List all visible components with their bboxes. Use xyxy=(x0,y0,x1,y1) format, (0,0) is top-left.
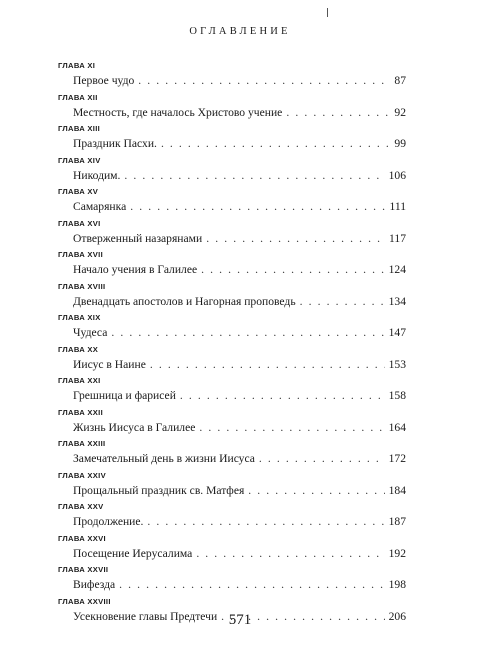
chapter-title: Начало учения в Галилее xyxy=(73,263,198,276)
page-ref: 206 xyxy=(388,609,406,623)
chapter-title: Усекновение главы Предтечи xyxy=(73,609,218,623)
dot-leader xyxy=(138,71,390,90)
page-ref: 172 xyxy=(388,452,406,465)
toc-entry xyxy=(58,407,406,439)
dot-leader xyxy=(201,260,384,279)
chapter-label: ГЛАВА XXI xyxy=(58,376,101,385)
chapter-title: Никодим. xyxy=(73,168,121,182)
chapter-title: Жизнь Иисуса в Галилее xyxy=(73,420,196,434)
toc-line xyxy=(58,134,406,153)
toc-entry xyxy=(58,312,406,344)
toc-line xyxy=(58,323,406,342)
dot-leader xyxy=(124,166,384,185)
page-ref: 184 xyxy=(388,483,406,497)
chapter-label: ГЛАВА XIX xyxy=(58,313,101,322)
toc-entry xyxy=(58,249,406,281)
chapter-title: Праздник Пасхи. xyxy=(73,137,157,150)
toc-line xyxy=(58,166,406,185)
dot-leader xyxy=(199,418,384,437)
chapter-title: Вифезда xyxy=(73,578,116,591)
page-ref: 124 xyxy=(388,263,406,276)
page-ref: 99 xyxy=(394,137,406,150)
dot-leader xyxy=(180,386,385,405)
toc-line xyxy=(58,449,406,468)
toc-line xyxy=(58,260,406,279)
dot-leader xyxy=(147,512,384,531)
chapter-title: Грешница и фарисей xyxy=(73,389,176,402)
toc-line xyxy=(58,575,406,594)
toc-line xyxy=(58,512,406,531)
dot-leader xyxy=(150,355,385,374)
chapter-label: ГЛАВА XXV xyxy=(58,502,104,511)
chapter-title: Прощальный праздник св. Матфея xyxy=(73,483,245,497)
chapter-title: Самарянка xyxy=(73,200,127,213)
toc-entry xyxy=(58,344,406,376)
toc-line xyxy=(58,418,406,437)
toc-line xyxy=(58,71,406,90)
chapter-label: ГЛАВА XIII xyxy=(58,124,101,133)
page-heading: ОГЛАВЛЕНИЕ xyxy=(189,26,291,37)
page-ref: 153 xyxy=(388,357,406,371)
dot-leader xyxy=(300,292,385,311)
page-ref: 87 xyxy=(394,74,406,87)
page-ref: 147 xyxy=(388,326,406,339)
dot-leader xyxy=(196,544,384,563)
chapter-title: Иисус в Наине xyxy=(73,357,146,371)
chapter-label: ГЛАВА XXII xyxy=(58,407,103,417)
chapter-title: Двенадцать апостолов и Нагорная проповедь xyxy=(73,294,296,308)
dot-leader xyxy=(119,575,384,594)
page-ref: 198 xyxy=(388,578,406,591)
chapter-label: ГЛАВА XIV xyxy=(58,155,101,165)
chapter-label: ГЛАВА XVIII xyxy=(58,281,106,291)
toc-line xyxy=(58,355,406,374)
dot-leader xyxy=(248,481,384,500)
page-ref: 134 xyxy=(388,294,406,308)
toc-line xyxy=(58,103,406,122)
chapter-label: ГЛАВА XXIII xyxy=(58,439,106,448)
toc-entry xyxy=(58,533,406,565)
dot-leader xyxy=(206,229,385,248)
toc-entry xyxy=(58,564,406,596)
toc-entry xyxy=(58,123,406,155)
toc-line xyxy=(58,481,406,500)
toc-line xyxy=(58,544,406,563)
toc-line xyxy=(58,197,406,216)
toc-line xyxy=(58,292,406,311)
toc-entry xyxy=(58,186,406,218)
chapter-title: Посещение Иерусалима xyxy=(73,546,193,560)
chapter-label: ГЛАВА XVII xyxy=(58,250,103,259)
page-number: 571 xyxy=(228,612,252,628)
page-ref: 111 xyxy=(389,200,406,213)
dot-leader xyxy=(161,134,390,153)
chapter-title: Чудеса xyxy=(73,326,108,339)
dot-leader xyxy=(111,323,384,342)
toc-entry xyxy=(58,470,406,502)
chapter-title: Продолжение. xyxy=(73,515,144,528)
page-ref: 192 xyxy=(388,546,406,560)
chapter-label: ГЛАВА XXVII xyxy=(58,565,109,574)
toc-entry xyxy=(58,155,406,187)
chapter-title: Первое чудо xyxy=(73,74,135,87)
chapter-label: ГЛАВА XII xyxy=(58,92,98,102)
chapter-label: ГЛАВА XV xyxy=(58,187,99,196)
page-ref: 158 xyxy=(388,389,406,402)
chapter-title: Отверженный назарянами xyxy=(73,231,203,245)
toc-line xyxy=(58,229,406,248)
page-ref: 106 xyxy=(388,168,406,182)
chapter-label: ГЛАВА XVI xyxy=(58,218,101,228)
chapter-title: Замечательный день в жизни Иисуса xyxy=(73,452,255,465)
chapter-label: ГЛАВА XXVIII xyxy=(58,596,111,606)
toc-entry xyxy=(58,92,406,124)
chapter-label: ГЛАВА XXIV xyxy=(58,470,106,480)
toc-entry xyxy=(58,438,406,470)
chapter-label: ГЛАВА XX xyxy=(58,344,99,354)
page-ref: 92 xyxy=(394,105,406,119)
page-ref: 187 xyxy=(388,515,406,528)
toc-entry xyxy=(58,60,406,92)
toc-entry xyxy=(58,501,406,533)
dot-leader xyxy=(286,103,390,122)
toc-entry xyxy=(58,375,406,407)
table-of-contents xyxy=(58,60,406,627)
page-edge-mark xyxy=(327,8,328,17)
toc-line xyxy=(58,386,406,405)
dot-leader xyxy=(259,449,385,468)
page-ref: 164 xyxy=(388,420,406,434)
toc-entry xyxy=(58,281,406,313)
toc-entry xyxy=(58,218,406,250)
chapter-title: Местность, где началось Христово учение xyxy=(73,105,283,119)
chapter-label: ГЛАВА XI xyxy=(58,61,96,70)
dot-leader xyxy=(130,197,385,216)
chapter-label: ГЛАВА XXVI xyxy=(58,533,106,543)
page-ref: 117 xyxy=(389,231,406,245)
